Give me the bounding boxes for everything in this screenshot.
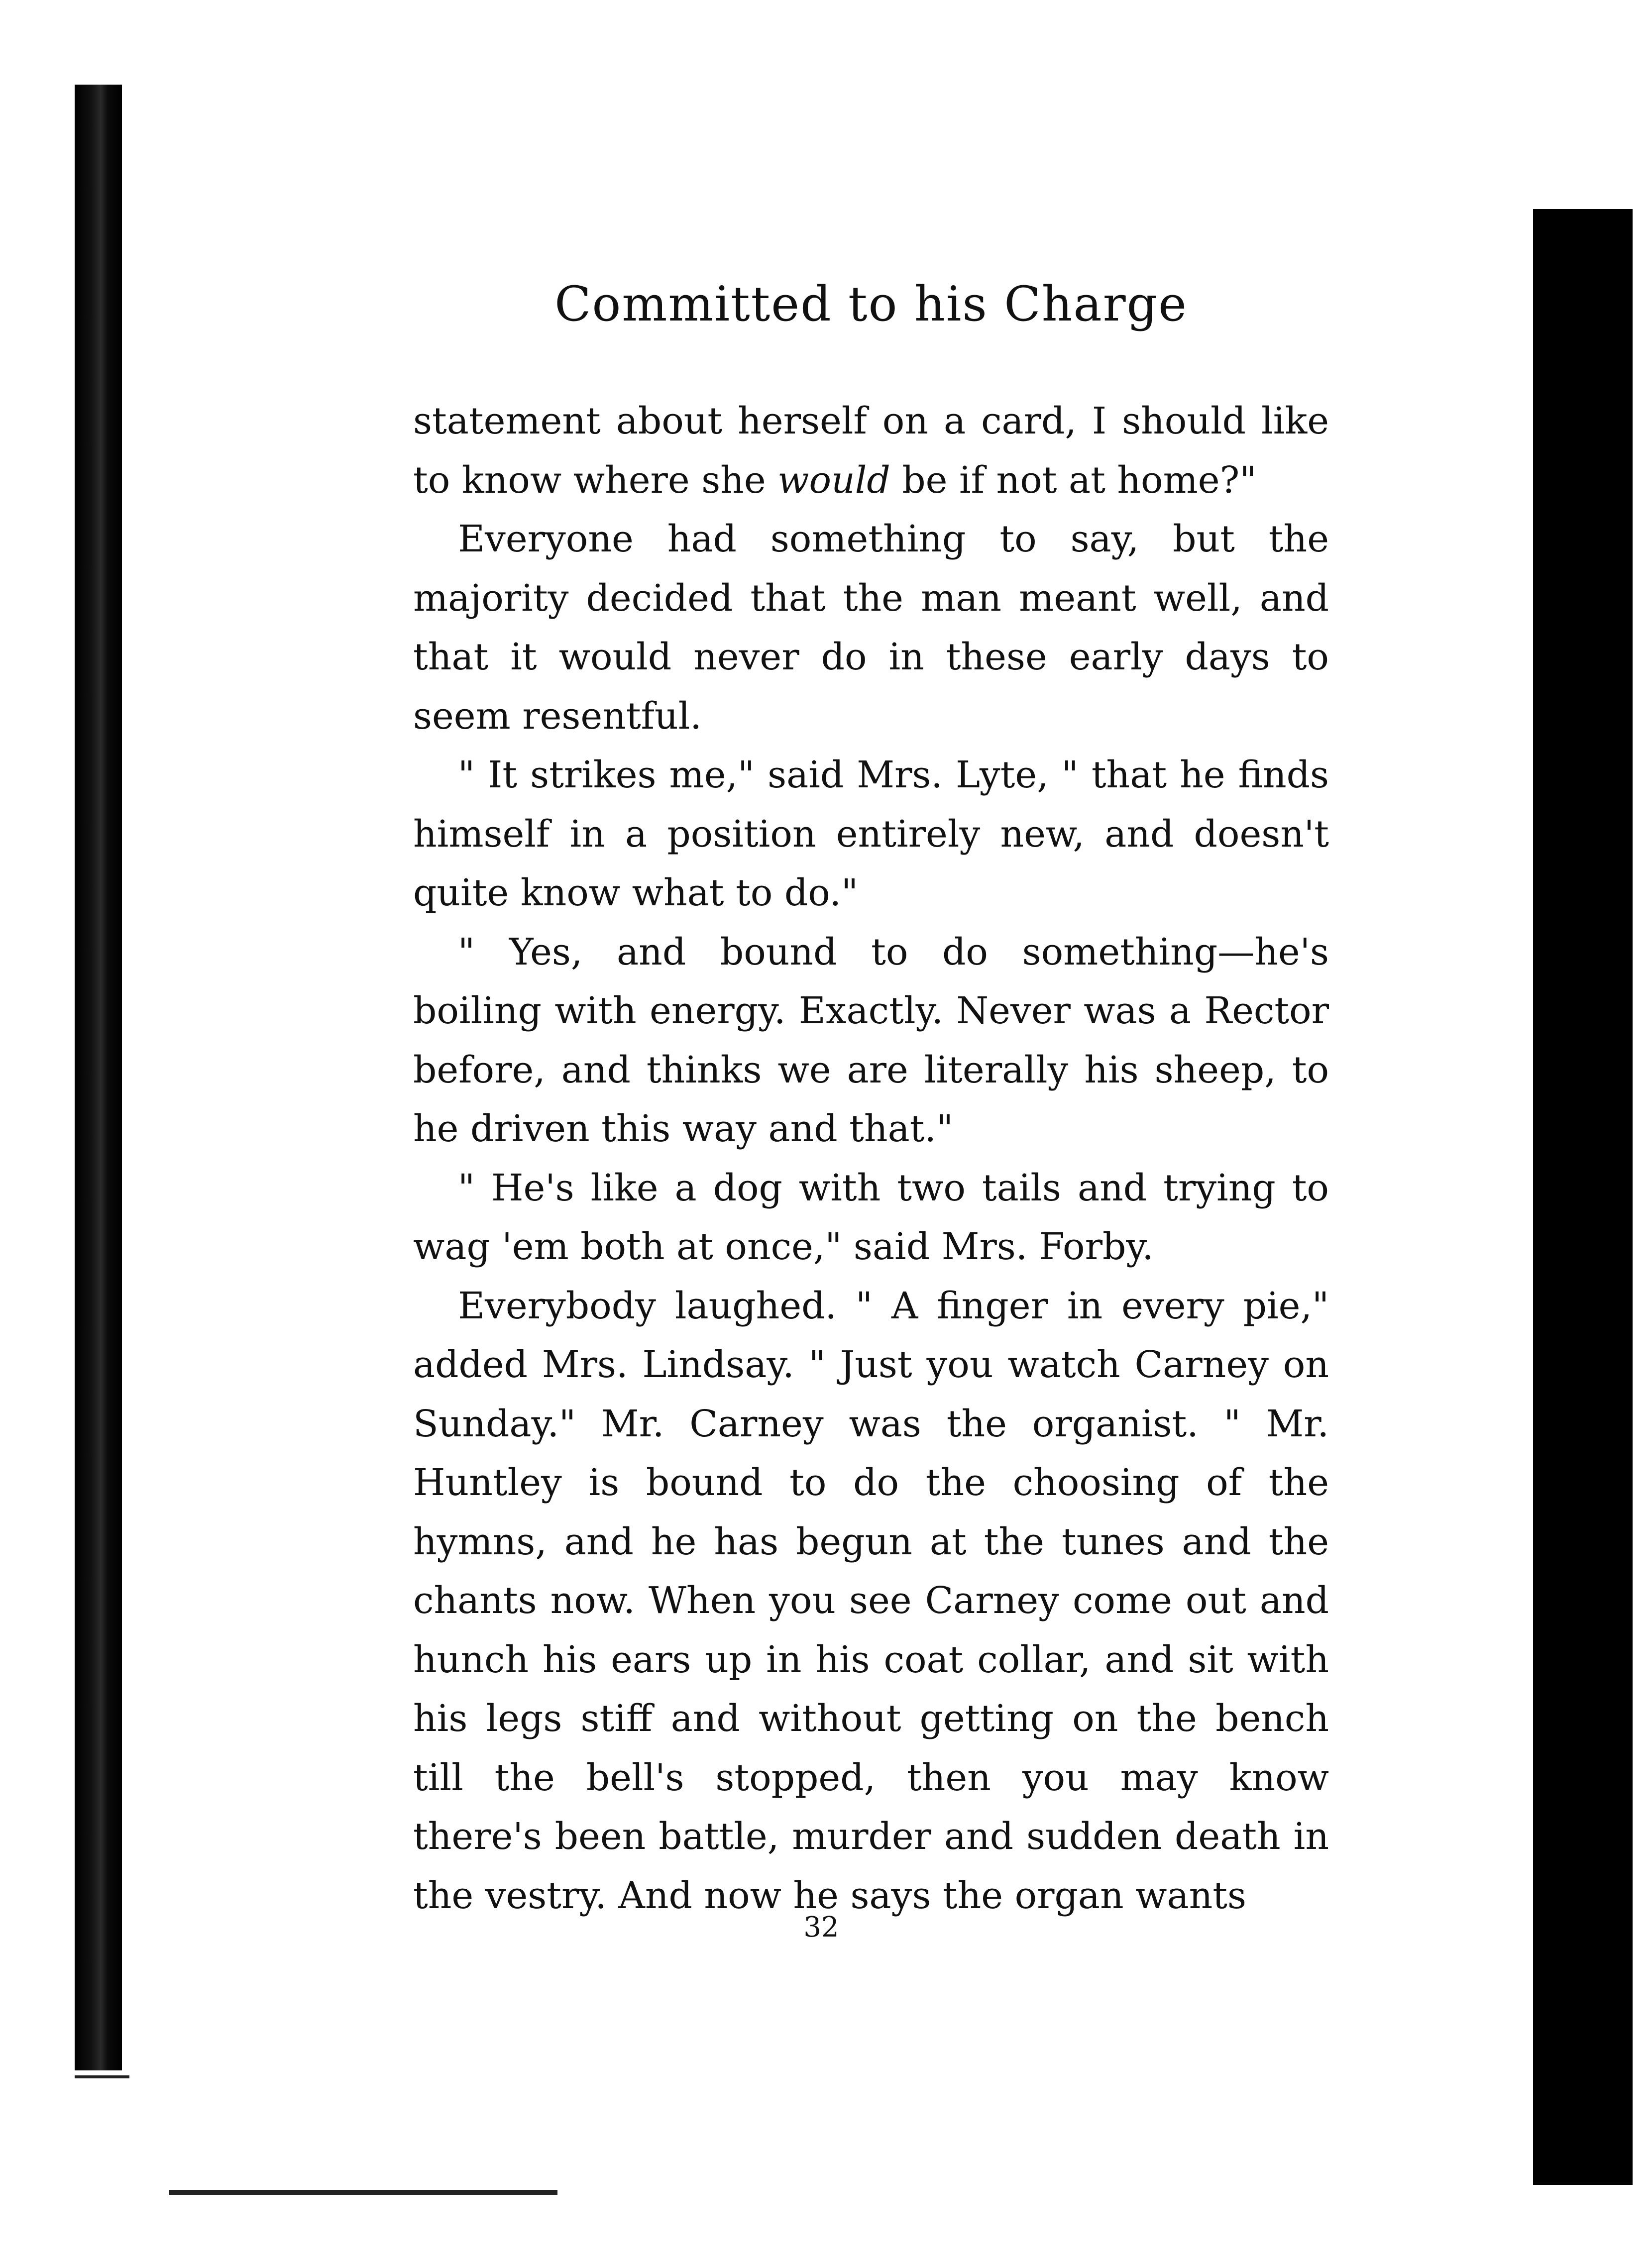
running-head: Committed to his Charge <box>554 276 1188 332</box>
paragraph-5: " He's like a dog with two tails and trying to wag 'em both at once," said Mrs. Forby. <box>413 1166 1329 1268</box>
page-number: 32 <box>803 1911 839 1943</box>
paragraph-3: " It strikes me," said Mrs. Lyte, " that he finds himself in a position entirely new, and doesn't quite know what to do." <box>413 754 1329 914</box>
book-page <box>413 276 1329 1925</box>
paragraph-1 <box>413 392 1329 510</box>
paragraph-2: Everyone had something to say, but the majority decided that the man meant well, and that it would never do in these early days to seem resentful. <box>413 518 1329 738</box>
scan-left-edge-shadow <box>75 85 122 2070</box>
scan-left-edge-rule <box>75 2075 129 2078</box>
scan-bottom-rule <box>169 2190 557 2195</box>
paragraph-4: " Yes, and bound to do something—he's boiling with energy. Exactly. Never was a Rector before, and thinks we are literally his sheep, to he driven this way and that." <box>413 930 1329 1150</box>
scan-right-edge-shadow <box>1533 209 1633 2185</box>
body-text <box>413 392 1329 1925</box>
paragraph-1-text: statement about herself on a card, I should like to know where she <box>413 400 1329 502</box>
paragraph-1-emphasis: would <box>777 458 890 502</box>
paragraph-6: Everybody laughed. " A finger in every pie," added Mrs. Lindsay. " Just you watch Carney on Sunday." Mr. Carney was the organist. " Mr. Huntley is bound to do the choosing of the hymns, and he has begun at the tunes and the chants now. When you see Carney come out and hunch his ears up in his coat collar, and sit with his legs stiff and without getting on the bench till the bell's stopped, then you may know there's been battle, murder and sudden death in the vestry. And now he says the organ wants <box>413 1284 1329 1917</box>
paragraph-1-text-end: be if not at home?" <box>890 458 1257 502</box>
